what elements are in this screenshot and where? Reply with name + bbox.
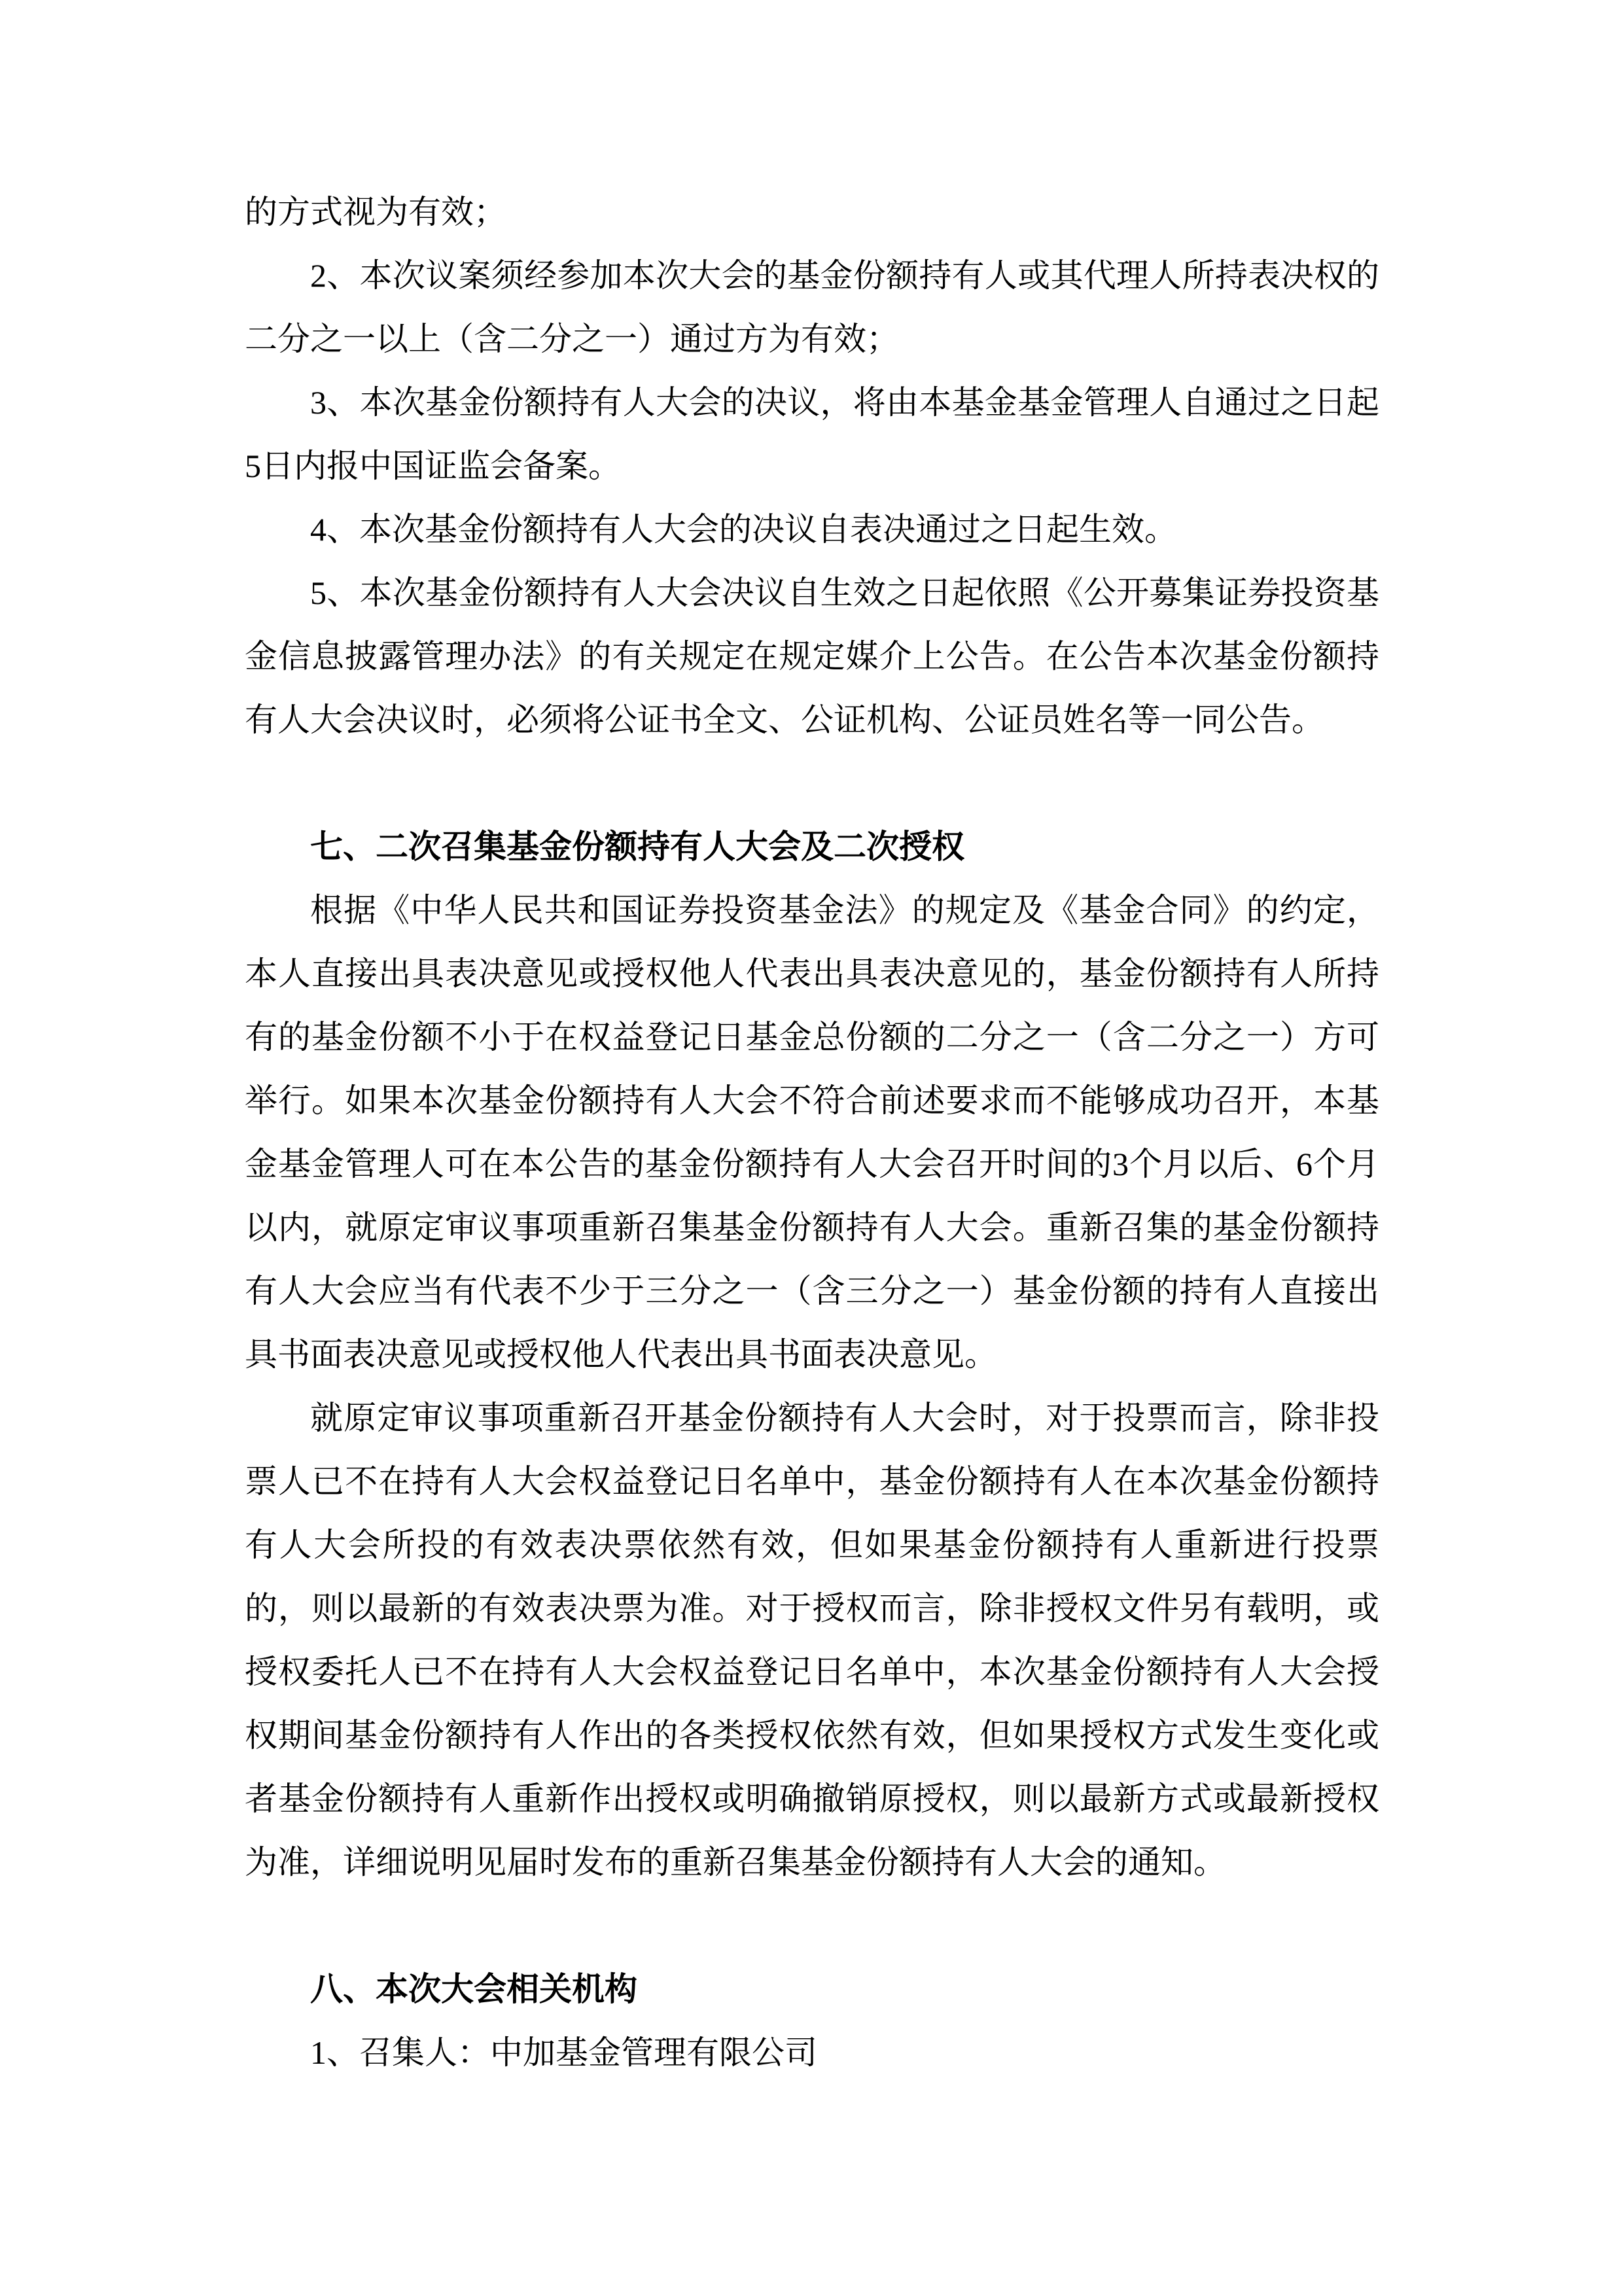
paragraph-rule-2: 2、本次议案须经参加本次大会的基金份额持有人或其代理人所持表决权的二分之一以上（含二分之一）通过方为有效；	[245, 257, 1379, 357]
paragraph-rule-5: 5、本次基金份额持有人大会决议自生效之日起依照《公开募集证券投资基金信息披露管理办法》的有关规定在规定媒介上公告。在公告本次基金份额持有人大会决议时，必须将公证书全文、公证机构、公证员姓名等一同公告。	[245, 574, 1379, 738]
paragraph-continuation-fragment: 的方式视为有效；	[245, 194, 506, 230]
section-eight-item-1: 1、召集人：中加基金管理有限公司	[310, 2034, 817, 2071]
section-seven-paragraph-2: 就原定审议事项重新召开基金份额持有人大会时，对于投票而言，除非投票人已不在持有人大会权益登记日名单中，基金份额持有人在本次基金份额持有人大会所投的有效表决票依然有效，但如果基金份额持有人重新进行投票的，则以最新的有效表决票为准。对于授权而言，除非授权文件另有载明，或授权委托人已不在持有人大会权益登记日名单中，本次基金份额持有人大会授权期间基金份额持有人作出的各类授权依然有效，但如果授权方式发生变化或者基金份额持有人重新作出授权或明确撤销原授权，则以最新方式或最新授权为准，详细说明见届时发布的重新召集基金份额持有人大会的通知。	[245, 1400, 1379, 1881]
section-seven-paragraph-1: 根据《中华人民共和国证券投资基金法》的规定及《基金合同》的约定，本人直接出具表决意见或授权他人代表出具表决意见的，基金份额持有人所持有的基金份额不小于在权益登记日基金总份额的二分之一（含二分之一）方可举行。如果本次基金份额持有人大会不符合前述要求而不能够成功召开，本基金基金管理人可在本公告的基金份额持有人大会召开时间的3个月以后、6个月以内，就原定审议事项重新召集基金份额持有人大会。重新召集的基金份额持有人大会应当有代表不少于三分之一（含三分之一）基金份额的持有人直接出具书面表决意见或授权他人代表出具书面表决意见。	[245, 892, 1379, 1373]
paragraph-rule-4: 4、本次基金份额持有人大会的决议自表决通过之日起生效。	[310, 511, 1177, 548]
section-heading-eight: 八、本次大会相关机构	[310, 1971, 637, 2007]
section-heading-seven: 七、二次召集基金份额持有人大会及二次授权	[310, 828, 964, 865]
paragraph-rule-3: 3、本次基金份额持有人大会的决议，将由本基金基金管理人自通过之日起5日内报中国证监会备案。	[245, 384, 1379, 484]
document-content	[245, 181, 1379, 2085]
